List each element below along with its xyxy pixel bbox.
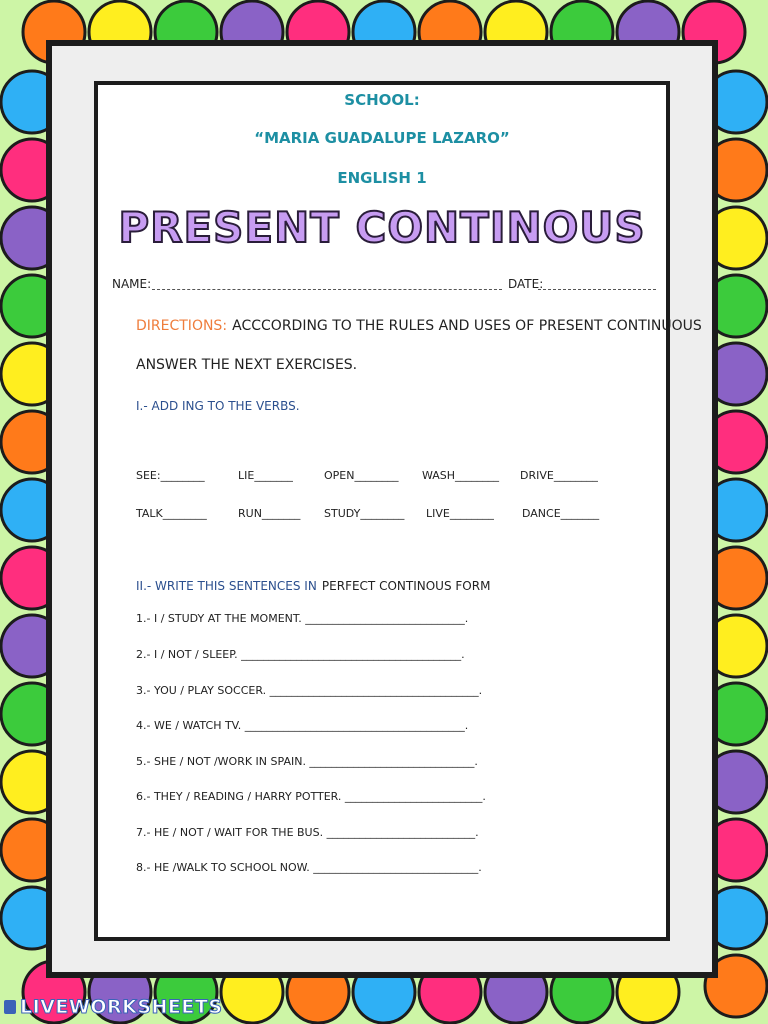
directions-label: DIRECTIONS: — [136, 318, 228, 334]
verb-see[interactable]: SEE:________ — [136, 469, 205, 482]
verb-run[interactable]: RUN_______ — [238, 507, 301, 520]
sentence-8[interactable]: 8.- HE /WALK TO SCHOOL NOW. ______________________________. — [136, 861, 482, 874]
sentence-6[interactable]: 6.- THEY / READING / HARRY POTTER. _________________________. — [136, 790, 486, 803]
sentence-7[interactable]: 7.- HE / NOT / WAIT FOR THE BUS. ___________________________. — [136, 826, 479, 839]
sentence-3[interactable]: 3.- YOU / PLAY SOCCER. ______________________________________. — [136, 684, 483, 697]
worksheet-title: PRESENT CONTINOUS — [118, 203, 646, 252]
verb-study[interactable]: STUDY________ — [324, 507, 405, 520]
watermark[interactable]: LIVEWORKSHEETS — [20, 996, 223, 1018]
section-2-title-a: II.- WRITE THIS SENTENCES IN — [136, 579, 317, 593]
school-name: “MARIA GUADALUPE LAZARO” — [254, 129, 510, 147]
verb-lie[interactable]: LIE_______ — [238, 469, 293, 482]
sentence-4[interactable]: 4.- WE / WATCH TV. ________________________________________. — [136, 719, 469, 732]
verb-open[interactable]: OPEN________ — [324, 469, 399, 482]
verb-drive[interactable]: DRIVE________ — [520, 469, 598, 482]
directions-text: ACCCORDING TO THE RULES AND USES OF PRESENT CONTINUOUS — [232, 318, 702, 334]
verb-live[interactable]: LIVE________ — [426, 507, 494, 520]
verb-dance[interactable]: DANCE_______ — [522, 507, 600, 520]
worksheet-page — [94, 81, 702, 941]
section-2-title-b: PERFECT CONTINOUS FORM — [321, 579, 491, 593]
date-field[interactable] — [538, 289, 656, 290]
sentence-5[interactable]: 5.- SHE / NOT /WORK IN SPAIN. ______________________________. — [136, 755, 478, 768]
verb-wash[interactable]: WASH________ — [422, 469, 500, 482]
school-label: SCHOOL: — [344, 91, 420, 109]
name-field[interactable] — [152, 289, 502, 290]
directions-text-continued: ANSWER THE NEXT EXERCISES. — [136, 357, 358, 373]
section-2-title — [136, 575, 490, 594]
verb-talk[interactable]: TALK________ — [136, 507, 207, 520]
directions — [136, 315, 702, 334]
name-label: NAME: — [112, 277, 152, 291]
liveworksheets-logo-icon — [4, 1000, 16, 1014]
sentence-1[interactable]: 1.- I / STUDY AT THE MOMENT. _____________________________. — [136, 612, 469, 625]
date-label: DATE: — [508, 277, 544, 291]
sentence-2[interactable]: 2.- I / NOT / SLEEP. ________________________________________. — [136, 648, 465, 661]
section-1-title: I.- ADD ING TO THE VERBS. — [136, 399, 300, 413]
course-name: ENGLISH 1 — [337, 169, 427, 187]
